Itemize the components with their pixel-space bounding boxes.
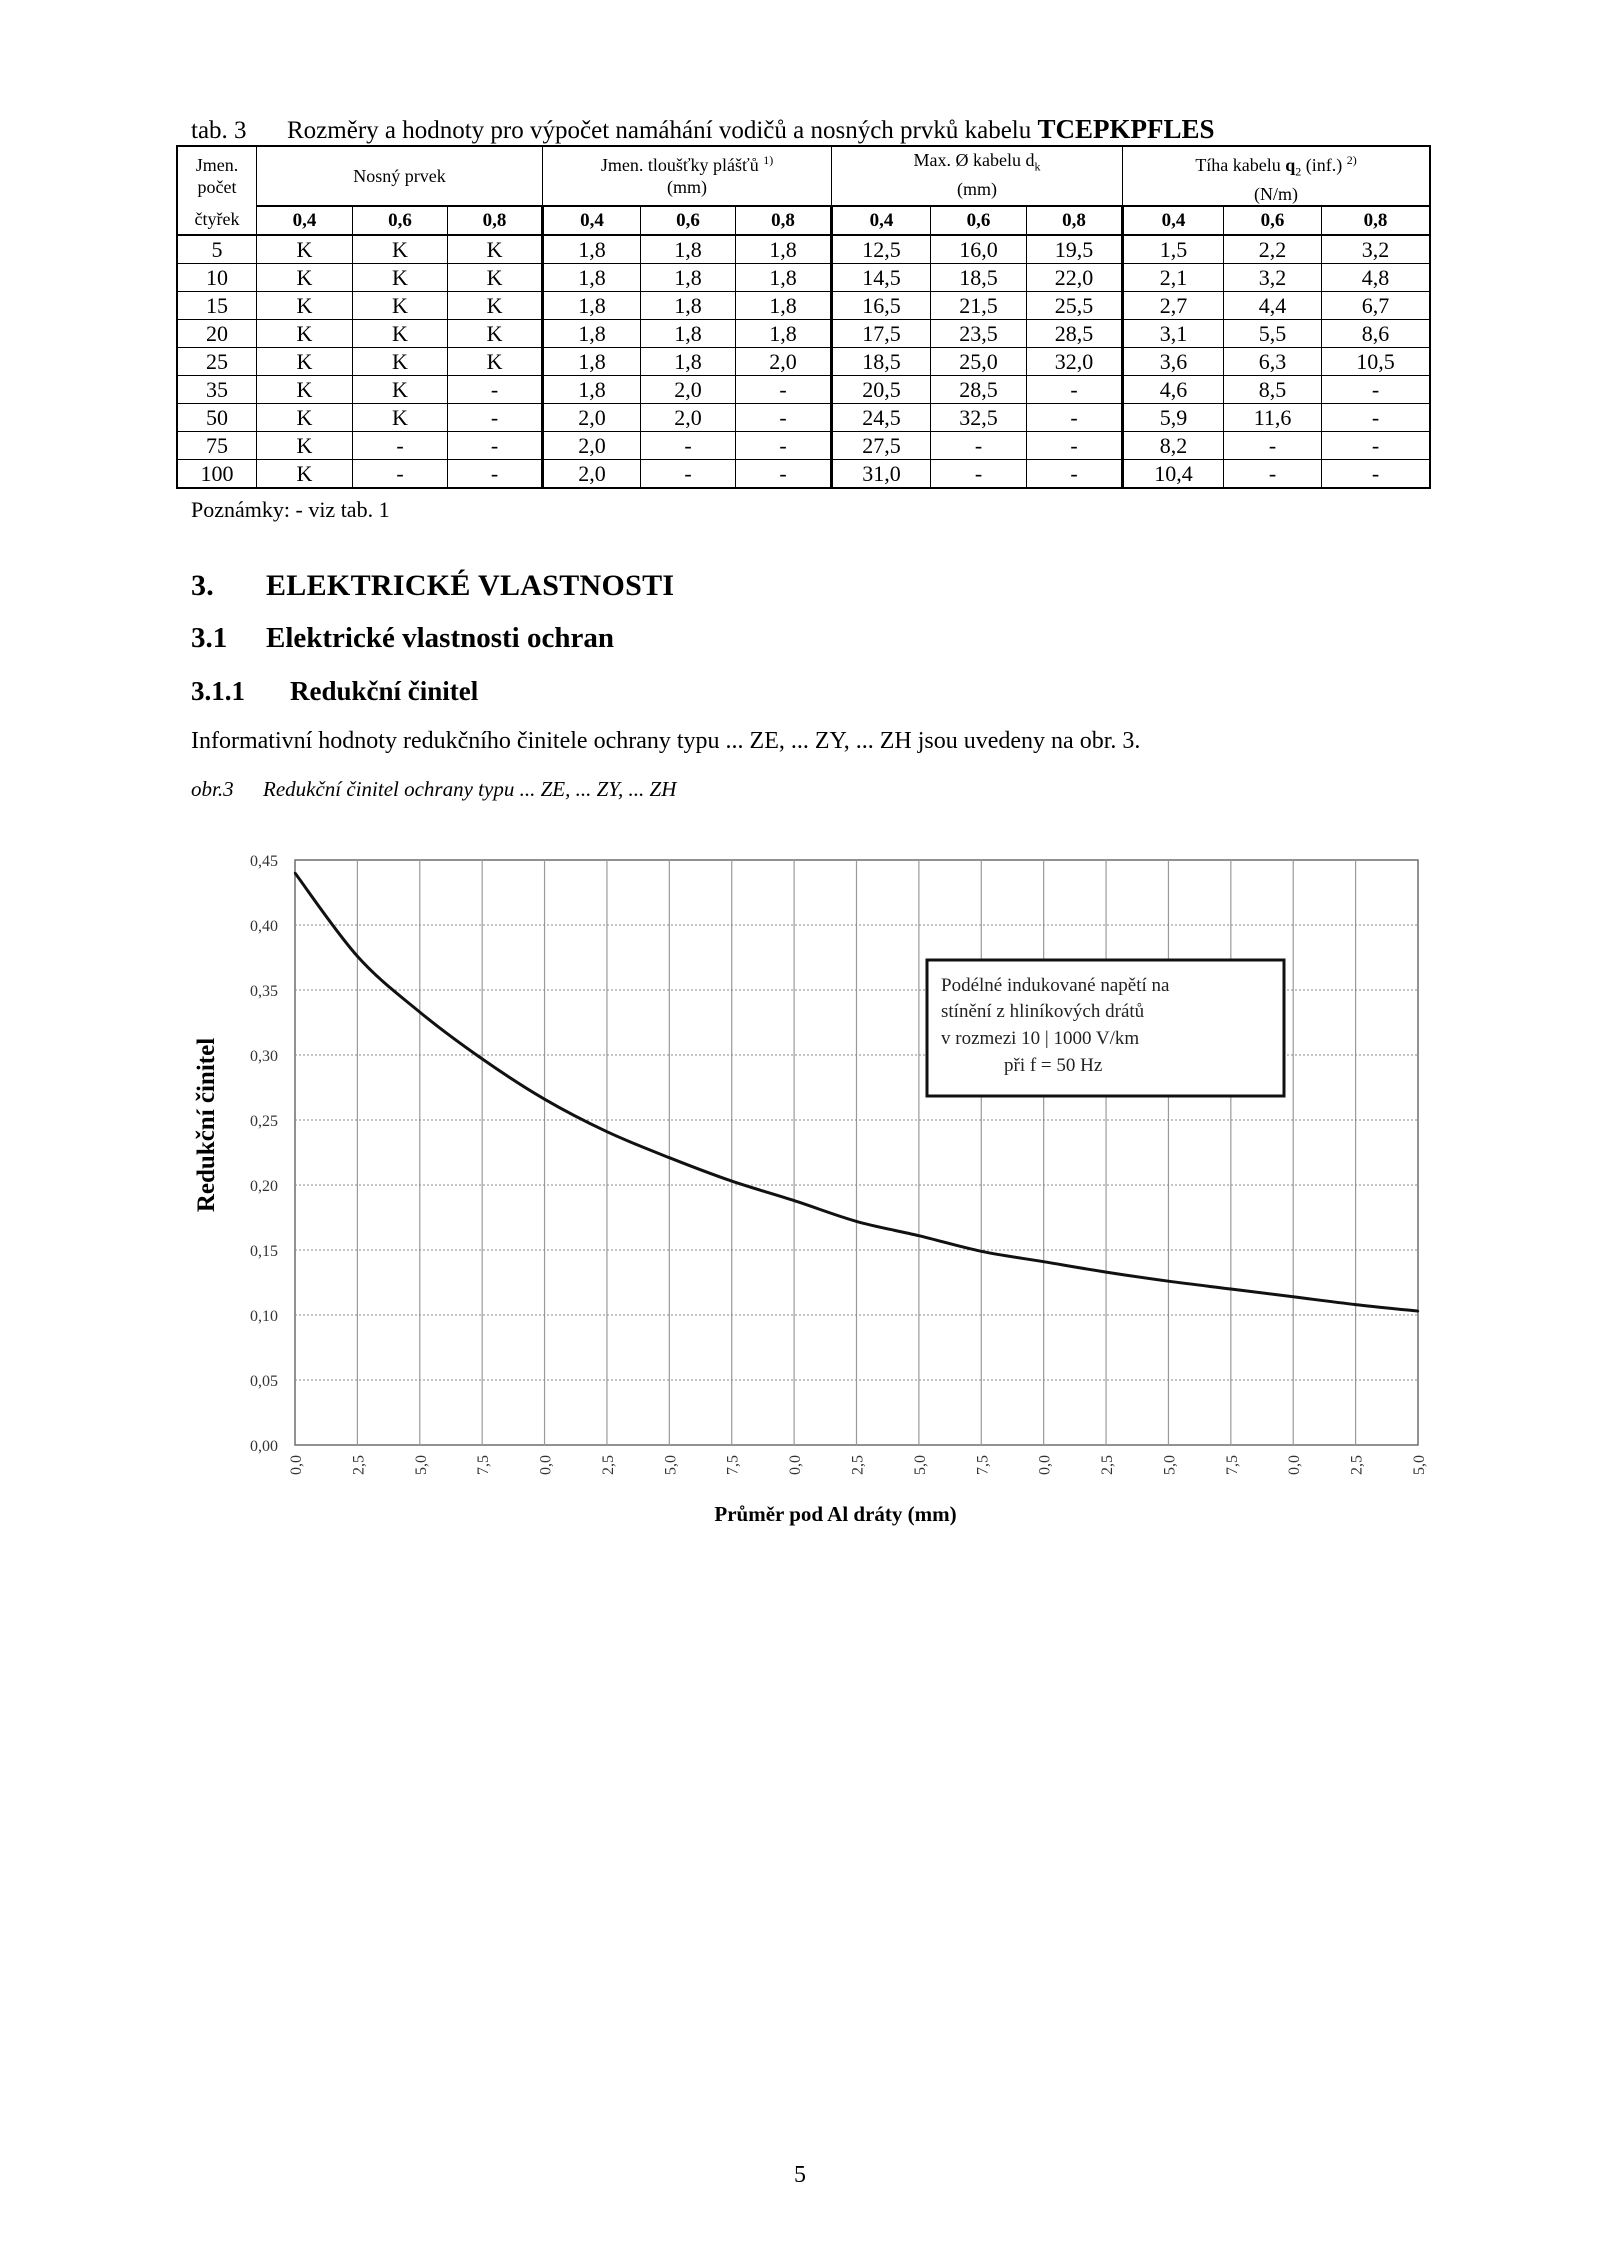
header-carrier: Nosný prvek xyxy=(257,147,543,206)
table-cell: 6,7 xyxy=(1322,291,1430,319)
table-cell: K xyxy=(353,263,448,291)
x-tick-label: 0,0 xyxy=(1036,1455,1054,1475)
table-cell: 10,5 xyxy=(1322,347,1430,375)
table-cell: 1,8 xyxy=(641,347,736,375)
table-cell: - xyxy=(1027,431,1123,459)
table-cell: 4,4 xyxy=(1224,291,1322,319)
data-point xyxy=(1167,1280,1169,1282)
header-count: Jmen. počet xyxy=(178,147,257,206)
info-paragraph: Informativní hodnoty redukčního činitele ochrany typu ... ZE, ... ZY, ... ZH jsou uvedeny na obr. 3. xyxy=(191,728,1141,754)
x-tick-label: 2,5 xyxy=(1099,1455,1117,1475)
data-point xyxy=(793,1199,795,1201)
subheader-cell: 0,4 xyxy=(543,206,641,235)
subheader-cell: 0,6 xyxy=(931,206,1027,235)
x-tick-label: 0,0 xyxy=(787,1455,805,1475)
data-point xyxy=(980,1250,982,1252)
table-cell: K xyxy=(353,375,448,403)
table-cell: 8,5 xyxy=(1224,375,1322,403)
table-cell: K xyxy=(448,235,543,264)
table-cell: 17,5 xyxy=(832,319,931,347)
table-cell: 2,0 xyxy=(736,347,832,375)
table-cell: K xyxy=(448,291,543,319)
y-tick-label: 0,20 xyxy=(250,1178,278,1195)
table-cell: - xyxy=(736,431,832,459)
legend-text-line: Podélné indukované napětí na xyxy=(941,975,1170,996)
table-cell: K xyxy=(257,235,353,264)
table-cell: 32,0 xyxy=(1027,347,1123,375)
table-cell: - xyxy=(353,431,448,459)
table-cell: K xyxy=(257,319,353,347)
table-cell: 3,1 xyxy=(1123,319,1224,347)
row-count-cell: 10 xyxy=(178,263,257,291)
header-weight: Tíha kabelu $q_2$ (inf.) $^{2)}$ (N/m) xyxy=(1123,147,1430,206)
data-point xyxy=(731,1180,733,1182)
subheader-cell: 0,6 xyxy=(641,206,736,235)
subheader-cell: 0,8 xyxy=(736,206,832,235)
data-point xyxy=(1292,1296,1294,1298)
table-cell: 25,0 xyxy=(931,347,1027,375)
table-cell: 18,5 xyxy=(931,263,1027,291)
table-cell: K xyxy=(353,291,448,319)
table-cell: 31,0 xyxy=(832,459,931,487)
x-tick-label: 5,0 xyxy=(911,1455,929,1475)
table-cell: - xyxy=(448,431,543,459)
table-cell: 11,6 xyxy=(1224,403,1322,431)
table-cell: - xyxy=(353,459,448,487)
table-cell: 23,5 xyxy=(931,319,1027,347)
data-point xyxy=(606,1131,608,1133)
table-cell: - xyxy=(1322,403,1430,431)
table-cell: - xyxy=(931,459,1027,487)
table-cell: 3,2 xyxy=(1322,235,1430,264)
table-cell: 25,5 xyxy=(1027,291,1123,319)
x-tick-label: 7,5 xyxy=(475,1455,493,1475)
data-point xyxy=(1105,1271,1107,1273)
table-cell: 21,5 xyxy=(931,291,1027,319)
table-cell: - xyxy=(736,375,832,403)
row-count-cell: 25 xyxy=(178,347,257,375)
table-cell: - xyxy=(1224,431,1322,459)
table-cell: 1,8 xyxy=(543,235,641,264)
table-cell: 2,7 xyxy=(1123,291,1224,319)
table-cell: - xyxy=(1322,375,1430,403)
subheader-cell: 0,6 xyxy=(1224,206,1322,235)
table-cell: 1,8 xyxy=(641,263,736,291)
table-notes: Poznámky: - viz tab. 1 xyxy=(191,497,390,522)
table-cell: - xyxy=(736,459,832,487)
data-point xyxy=(855,1220,857,1222)
table-cell: 5,9 xyxy=(1123,403,1224,431)
table-cell: K xyxy=(257,431,353,459)
row-count-cell: 50 xyxy=(178,403,257,431)
table-cell: - xyxy=(1027,459,1123,487)
table-cell: 16,0 xyxy=(931,235,1027,264)
table-cell: 2,0 xyxy=(543,459,641,487)
table-cell: - xyxy=(1322,431,1430,459)
table-cell: K xyxy=(448,263,543,291)
table-cell: 2,2 xyxy=(1224,235,1322,264)
table-cell: 10,4 xyxy=(1123,459,1224,487)
table-cell: 2,0 xyxy=(641,403,736,431)
legend-text-line: v rozmezi 10 | 1000 V/km xyxy=(941,1028,1140,1049)
y-tick-label: 0,15 xyxy=(250,1243,278,1260)
table-cell: K xyxy=(353,347,448,375)
table-cell: 1,8 xyxy=(543,291,641,319)
table-cell: 12,5 xyxy=(832,235,931,264)
table-cell: 2,0 xyxy=(543,403,641,431)
data-point xyxy=(1354,1303,1356,1305)
data-point xyxy=(668,1157,670,1159)
table-cell: 1,8 xyxy=(736,291,832,319)
table-cell: 19,5 xyxy=(1027,235,1123,264)
table-cell: 1,8 xyxy=(543,375,641,403)
table-cell: K xyxy=(448,347,543,375)
x-tick-label: 0,0 xyxy=(288,1455,305,1475)
x-tick-label: 7,5 xyxy=(1223,1455,1241,1475)
data-point xyxy=(294,872,296,874)
table-cell: - xyxy=(448,403,543,431)
table-cell: - xyxy=(1224,459,1322,487)
table-cell: 16,5 xyxy=(832,291,931,319)
section-heading-3: 3. ELEKTRICKÉ VLASTNOSTI xyxy=(191,569,675,602)
table-cell: 1,5 xyxy=(1123,235,1224,264)
table-cell: 1,8 xyxy=(543,347,641,375)
cable-name: TCEPKPFLES xyxy=(1037,114,1215,144)
table-cell: 1,8 xyxy=(736,235,832,264)
table-cell: 1,8 xyxy=(641,319,736,347)
legend-text-line: při f = 50 Hz xyxy=(1004,1055,1103,1076)
table-cell: - xyxy=(448,375,543,403)
table-cell: K xyxy=(257,375,353,403)
table-cell: 14,5 xyxy=(832,263,931,291)
table-cell: 18,5 xyxy=(832,347,931,375)
table-cell: 22,0 xyxy=(1027,263,1123,291)
table-cell: 2,0 xyxy=(543,431,641,459)
subheader-cell: 0,4 xyxy=(257,206,353,235)
table-cell: - xyxy=(1027,403,1123,431)
x-tick-label: 7,5 xyxy=(724,1455,742,1475)
x-tick-label: 5,0 xyxy=(412,1455,430,1475)
y-tick-label: 0,35 xyxy=(250,983,278,1000)
figure-caption: obr.3 Redukční činitel ochrany typu ... ZE, ... ZY, ... ZH xyxy=(191,777,677,801)
x-tick-label: 5,0 xyxy=(1161,1455,1179,1475)
table-cell: K xyxy=(257,263,353,291)
table-title: Rozměry a hodnoty pro výpočet namáhání vodičů a nosných prvků kabelu xyxy=(287,117,1032,144)
table-cell: 3,2 xyxy=(1224,263,1322,291)
header-count-line3: čtyřek xyxy=(178,206,257,235)
table-cell: - xyxy=(448,459,543,487)
table-cell: K xyxy=(353,319,448,347)
table-cell: 5,5 xyxy=(1224,319,1322,347)
data-point xyxy=(1417,1310,1419,1312)
header-thickness: Jmen. tloušťky plášťů $^{1)}$ (mm) xyxy=(543,147,832,206)
row-count-cell: 100 xyxy=(178,459,257,487)
x-axis-title: Průměr pod Al dráty (mm) xyxy=(714,1502,957,1526)
data-point xyxy=(356,955,358,957)
x-tick-label: 2,5 xyxy=(849,1455,867,1475)
x-tick-label: 0,0 xyxy=(1286,1455,1304,1475)
x-tick-label: 5,0 xyxy=(1411,1455,1428,1475)
row-count-cell: 15 xyxy=(178,291,257,319)
table-cell: 32,5 xyxy=(931,403,1027,431)
subheader-cell: 0,8 xyxy=(1322,206,1430,235)
table-cell: K xyxy=(353,403,448,431)
table-cell: 28,5 xyxy=(931,375,1027,403)
table-cell: - xyxy=(641,459,736,487)
y-axis-title: Redukční činitel xyxy=(193,1037,220,1213)
table-cell: 24,5 xyxy=(832,403,931,431)
data-point xyxy=(419,1011,421,1013)
table-cell: 28,5 xyxy=(1027,319,1123,347)
table-cell: - xyxy=(931,431,1027,459)
row-count-cell: 35 xyxy=(178,375,257,403)
table-cell: 4,6 xyxy=(1123,375,1224,403)
x-tick-label: 7,5 xyxy=(974,1455,992,1475)
y-tick-label: 0,10 xyxy=(250,1308,278,1325)
y-tick-label: 0,40 xyxy=(250,918,278,935)
table-cell: 2,1 xyxy=(1123,263,1224,291)
y-tick-label: 0,30 xyxy=(250,1048,278,1065)
table-cell: 8,6 xyxy=(1322,319,1430,347)
table-cell: - xyxy=(641,431,736,459)
row-count-cell: 75 xyxy=(178,431,257,459)
table-cell: 1,8 xyxy=(641,291,736,319)
table-cell: 1,8 xyxy=(641,235,736,264)
table-number: tab. 3 xyxy=(191,117,247,144)
table-cell: 27,5 xyxy=(832,431,931,459)
x-tick-label: 2,5 xyxy=(350,1455,368,1475)
legend-text-line: stínění z hliníkových drátů xyxy=(941,1001,1145,1022)
table-cell: - xyxy=(736,403,832,431)
data-point xyxy=(481,1058,483,1060)
table-cell: 3,6 xyxy=(1123,347,1224,375)
data-point xyxy=(1230,1288,1232,1290)
table-cell: K xyxy=(257,291,353,319)
table-cell: 1,8 xyxy=(543,319,641,347)
y-tick-label: 0,05 xyxy=(250,1373,278,1390)
table-cell: K xyxy=(257,459,353,487)
subheader-cell: 0,6 xyxy=(353,206,448,235)
table-cell: 1,8 xyxy=(543,263,641,291)
subheader-cell: 0,8 xyxy=(448,206,543,235)
x-tick-label: 5,0 xyxy=(662,1455,680,1475)
subheader-cell: 0,4 xyxy=(832,206,931,235)
data-point xyxy=(1042,1261,1044,1263)
data-point xyxy=(918,1235,920,1237)
y-tick-label: 0,45 xyxy=(250,853,278,870)
table-cell: 1,8 xyxy=(736,263,832,291)
section-heading-3-1: 3.1 Elektrické vlastnosti ochran xyxy=(191,622,614,654)
y-tick-label: 0,00 xyxy=(250,1438,278,1455)
table-cell: 2,0 xyxy=(641,375,736,403)
table-cell: 1,8 xyxy=(736,319,832,347)
table-cell: 4,8 xyxy=(1322,263,1430,291)
x-tick-label: 0,0 xyxy=(537,1455,555,1475)
table-cell: K xyxy=(353,235,448,264)
table-cell: K xyxy=(257,347,353,375)
row-count-cell: 5 xyxy=(178,235,257,264)
y-tick-label: 0,25 xyxy=(250,1113,278,1130)
header-max-diameter: Max. Ø kabelu $d_k$ (mm) xyxy=(832,147,1123,206)
page-number: 5 xyxy=(794,2162,806,2188)
table-cell: 6,3 xyxy=(1224,347,1322,375)
table-cell: 20,5 xyxy=(832,375,931,403)
x-tick-label: 2,5 xyxy=(599,1455,617,1475)
table-cell: K xyxy=(257,403,353,431)
x-tick-label: 2,5 xyxy=(1348,1455,1366,1475)
table-cell: - xyxy=(1322,459,1430,487)
table-cell: - xyxy=(1027,375,1123,403)
subheader-cell: 0,8 xyxy=(1027,206,1123,235)
row-count-cell: 20 xyxy=(178,319,257,347)
data-point xyxy=(543,1098,545,1100)
table-cell: K xyxy=(448,319,543,347)
table-cell: 8,2 xyxy=(1123,431,1224,459)
section-heading-3-1-1: 3.1.1 Redukční činitel xyxy=(191,676,479,706)
subheader-cell: 0,4 xyxy=(1123,206,1224,235)
